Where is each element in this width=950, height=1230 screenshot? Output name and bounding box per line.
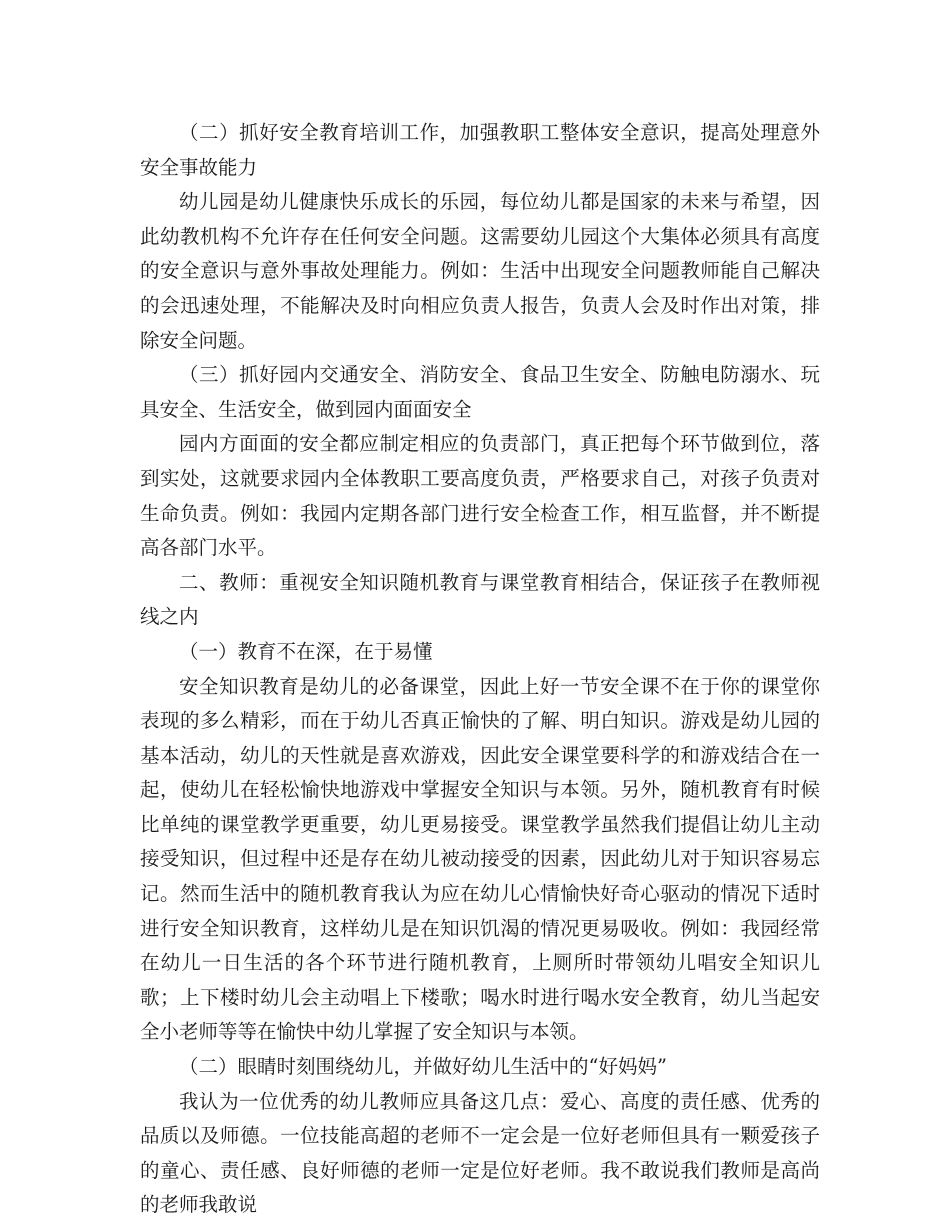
paragraph-safety-awareness: 幼儿园是幼儿健康快乐成长的乐园，每位幼儿都是国家的未来与希望，因此幼教机构不允许存在任何安全问题。这需要幼儿园这个大集体必须具有高度的安全意识与意外事故处理能力。例如：生活中出现安全问题教师能自己解决的会迅速处理，不能解决及时向相应负责人报告，负责人会及时作出对策，排除安全问题。 [140, 190, 820, 352]
section-heading-1-easy-understanding: （一）教育不在深，在于易懂 [179, 639, 433, 663]
paragraph-departments: 园内方面面的安全都应制定相应的负责部门，真正把每个环节做到位，落到实处，这就要求园内全体教职工要高度负责，严格要求自己，对孩子负责对生命负责。例如：我园内定期各部门进行安全检查工作，相互监督，并不断提高各部门水平。 [140, 432, 820, 560]
section-heading-2-good-mother: （二）眼睛时刻围绕幼儿，并做好幼儿生活中的“好妈妈” [179, 1055, 667, 1079]
paragraph-excellent-teacher: 我认为一位优秀的幼儿教师应具备这几点：爱心、高度的责任感、优秀的品质以及师德。一位技能高超的老师不一定会是一位好老师但具有一颗爱孩子的童心、责任感、良好师德的老师一定是位好老师。我不敢说我们教师是高尚的老师我敢说 [140, 1089, 820, 1217]
section-heading-teachers: 二、教师：重视安全知识随机教育与课堂教育相结合，保证孩子在教师视线之内 [140, 570, 820, 629]
paragraph-safety-education: 安全知识教育是幼儿的必备课堂，因此上好一节安全课不在于你的课堂你表现的多么精彩，而在于幼儿否真正愉快的了解、明白知识。游戏是幼儿园的基本活动，幼儿的天性就是喜欢游戏，因此安全课堂要科学的和游戏结合在一起，使幼儿在轻松愉快地游戏中掌握安全知识与本领。另外，随机教育有时候比单纯的课堂教学更重要，幼儿更易接受。课堂教学虽然我们提倡让幼儿主动接受知识，但过程中还是存在幼儿被动接受的因素，因此幼儿对于知识容易忘记。然而生活中的随机教育我认为应在幼儿心情愉快好奇心驱动的情况下适时进行安全知识教育，这样幼儿是在知识饥渴的情况更易吸收。例如：我园经常在幼儿一日生活的各个环节进行随机教育，上厕所时带领幼儿唱安全知识儿歌；上下楼时幼儿会主动唱上下楼歌；喝水时进行喝水安全教育，幼儿当起安全小老师等等在愉快中幼儿掌握了安全知识与本领。 [140, 674, 820, 1044]
section-heading-3-campus-safety: （三）抓好园内交通安全、消防安全、食品卫生安全、防触电防溺水、玩具安全、生活安全，做到园内面面安全 [140, 363, 820, 421]
document-body [140, 116, 820, 1223]
section-heading-2-training: （二）抓好安全教育培训工作，加强教职工整体安全意识，提高处理意外安全事故能力 [140, 121, 820, 179]
